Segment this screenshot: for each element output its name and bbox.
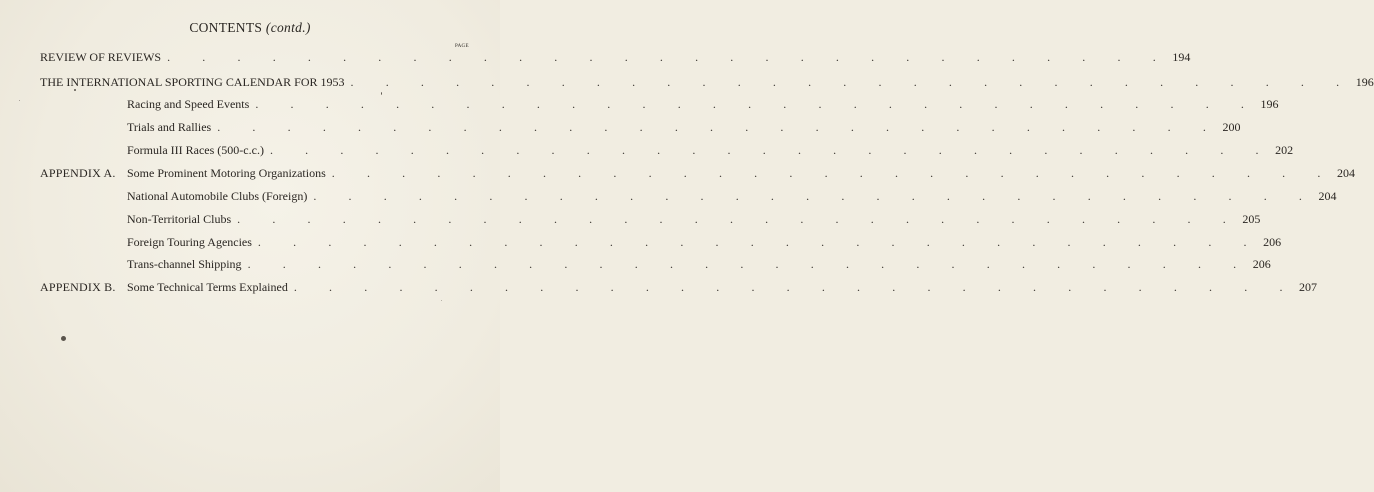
toc-entry-page: 207 (1299, 280, 1318, 294)
toc-entry-page: 205 (1242, 212, 1261, 226)
paper-speck (19, 100, 20, 101)
toc-entry-trials-rallies[interactable] (127, 120, 1241, 136)
toc-entry-page: 194 (1172, 50, 1191, 64)
toc-entry-title: Trans-channel Shipping (127, 257, 242, 271)
toc-entry-title-text: Some Technical Terms Explained (127, 280, 288, 294)
toc-leader-dots: . . . . . . . . . . . . . . . . . . . . . . . . . . . . . (350, 75, 1354, 89)
toc-entry-prefix: APPENDIX A. (40, 166, 116, 180)
toc-entry-title: THE INTERNATIONAL SPORTING CALENDAR FOR 1953 (40, 75, 345, 89)
toc-leader-dots: . . . . . . . . . . . . . . . . . . . . . . . . . . . . . (257, 235, 1262, 249)
toc-entry-appendix-a[interactable] (40, 166, 1355, 182)
paper-speck (441, 300, 442, 301)
toc-entry-review-of-reviews[interactable] (40, 50, 1191, 66)
toc-entry-title: Foreign Touring Agencies (127, 235, 252, 249)
toc-entry-title (40, 280, 288, 295)
toc-entry-title: Non-Territorial Clubs (127, 212, 232, 226)
toc-entry-page: 206 (1252, 257, 1271, 271)
toc-entry-prefix: APPENDIX B. (40, 280, 116, 294)
toc-entry-page: 204 (1336, 166, 1355, 180)
toc-entry-page: 196 (1355, 75, 1374, 89)
toc-entry-title: National Automobile Clubs (Foreign) (127, 189, 308, 203)
toc-entry-title: Trials and Rallies (127, 120, 212, 134)
toc-entry-page: 202 (1275, 143, 1294, 157)
toc-entry-title: REVIEW OF REVIEWS (40, 50, 162, 64)
toc-entry-title (40, 166, 326, 181)
paper-speck (61, 336, 66, 341)
toc-entry-formula-iii-races[interactable] (127, 143, 1294, 159)
toc-leader-dots: . . . . . . . . . . . . . . . . . . . . . . . . . . . . . (247, 257, 1251, 271)
toc-leader-dots: . . . . . . . . . . . . . . . . . . . . . . . . . . . . . (269, 143, 1274, 157)
toc-leader-dots: . . . . . . . . . . . . . . . . . . . . . . . . . . . . . (167, 50, 1171, 64)
toc-leader-dots: . . . . . . . . . . . . . . . . . . . . . . . . . . . . . (313, 189, 1317, 203)
paper-speck (381, 92, 382, 95)
toc-leader-dots: . . . . . . . . . . . . . . . . . . . . . . . . . . . . . (237, 212, 1241, 226)
toc-entry-national-automobile-clubs[interactable] (127, 189, 1337, 205)
toc-entry-title: Racing and Speed Events (127, 97, 250, 111)
toc-entry-title-text: Some Prominent Motoring Organizations (127, 166, 326, 180)
toc-entry-non-territorial-clubs[interactable] (127, 212, 1261, 228)
toc-entry-racing-speed-events[interactable] (127, 97, 1279, 113)
toc-entry-appendix-b[interactable] (40, 280, 1318, 296)
toc-entry-trans-channel-shipping[interactable] (127, 257, 1271, 273)
toc-entry-page: 200 (1222, 120, 1241, 134)
toc-entry-title: Formula III Races (500-c.c.) (127, 143, 264, 157)
heading-contd: (contd.) (265, 20, 311, 35)
page-column-label: PAGE (455, 44, 469, 49)
toc-entry-page: 204 (1318, 189, 1337, 203)
paper-speck (74, 89, 76, 91)
toc-leader-dots: . . . . . . . . . . . . . . . . . . . . . . . . . . . . . (255, 97, 1259, 111)
toc-leader-dots: . . . . . . . . . . . . . . . . . . . . . . . . . . . . . (217, 120, 1221, 134)
toc-leader-dots: . . . . . . . . . . . . . . . . . . . . . . . . . . . . . (293, 280, 1298, 294)
heading-text: CONTENTS (189, 20, 263, 35)
toc-entry-sporting-calendar[interactable] (40, 75, 1374, 91)
toc-entry-page: 196 (1260, 97, 1279, 111)
toc-leader-dots: . . . . . . . . . . . . . . . . . . . . . . . . . . . . . (331, 166, 1335, 180)
toc-entry-page: 206 (1263, 235, 1282, 249)
page-heading (0, 20, 500, 36)
toc-entry-foreign-touring-agencies[interactable] (127, 235, 1282, 251)
